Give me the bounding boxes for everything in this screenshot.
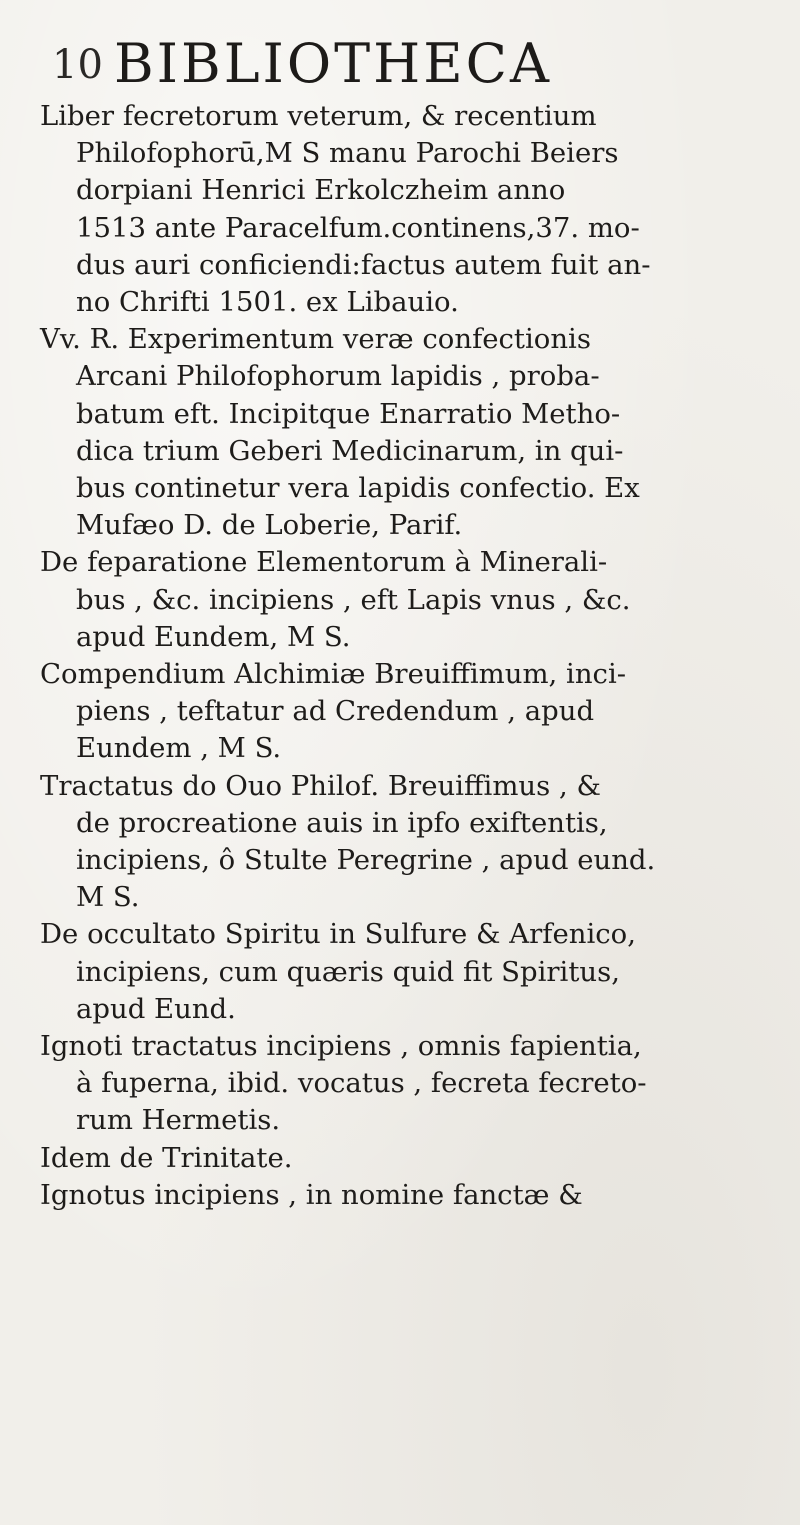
catalogue-entries xyxy=(40,98,780,1214)
entry-line: no Chrifti 1501. ex Libauio. xyxy=(76,286,459,319)
catalogue-entry xyxy=(40,1028,780,1140)
catalogue-entry xyxy=(40,1140,780,1177)
entry-line: rum Hermetis. xyxy=(76,1104,281,1137)
entry-line: Ignotus incipiens , in nomine fanctæ & xyxy=(40,1178,583,1211)
entry-line: Ignoti tractatus incipiens , omnis fapientia, xyxy=(40,1030,642,1063)
entry-line: dus auri conficiendi:factus autem fuit an- xyxy=(76,248,651,281)
entry-line: Eundem , M S. xyxy=(76,732,282,765)
entry-line: batum eft. Incipitque Enarratio Metho- xyxy=(76,397,621,430)
entry-line: incipiens, ô Stulte Peregrine , apud eund. xyxy=(76,844,656,877)
entry-line: Mufæo D. de Loberie, Parif. xyxy=(76,509,463,542)
catalogue-entry xyxy=(40,544,780,656)
running-title: BIBLIOTHECA xyxy=(114,32,552,95)
catalogue-entry xyxy=(40,1177,780,1214)
entry-line: de procreatione auis in ipfo exiftentis, xyxy=(76,806,608,839)
catalogue-entry xyxy=(40,916,780,1028)
entry-line: piens , teftatur ad Credendum , apud xyxy=(76,695,595,728)
entry-line: De feparatione Elementorum à Minerali- xyxy=(40,546,608,579)
entry-line: bus continetur vera lapidis confectio. Ex xyxy=(76,472,640,505)
entry-line: 1513 ante Paracelfum.continens,37. mo- xyxy=(76,211,640,244)
entry-line: à fuperna, ibid. vocatus , fecreta fecreto- xyxy=(76,1067,647,1100)
entry-line: De occultato Spiritu in Sulfure & Arfenico, xyxy=(40,918,636,951)
entry-line: Compendium Alchimiæ Breuiffimum, inci- xyxy=(40,658,627,691)
entry-line: Idem de Trinitate. xyxy=(40,1141,293,1174)
entry-line: dorpiani Henrici Erkolczheim anno xyxy=(76,174,566,207)
entry-line: Arcani Philofophorum lapidis , proba- xyxy=(76,360,600,393)
page-number: 10 xyxy=(52,42,103,88)
entry-line: dica trium Geberi Medicinarum, in qui- xyxy=(76,434,624,467)
entry-line: apud Eund. xyxy=(76,992,236,1025)
catalogue-entry xyxy=(40,768,780,917)
page-header xyxy=(30,30,770,100)
entry-line: Vv. R. Experimentum veræ confectionis xyxy=(40,323,591,356)
entry-line: Tractatus do Ouo Philof. Breuiffimus , & xyxy=(40,769,601,802)
entry-line: apud Eundem, M S. xyxy=(76,620,351,653)
catalogue-entry xyxy=(40,321,780,544)
catalogue-entry xyxy=(40,98,780,321)
catalogue-entry xyxy=(40,656,780,768)
entry-line: Liber fecretorum veterum, & recentium xyxy=(40,100,597,132)
entry-line: bus , &c. incipiens , eft Lapis vnus , &c. xyxy=(76,583,631,616)
entry-line: incipiens, cum quæris quid fit Spiritus, xyxy=(76,955,620,988)
entry-line: Philofophorū,M S manu Parochi Beiers xyxy=(76,137,619,170)
entry-line: M S. xyxy=(76,881,140,914)
